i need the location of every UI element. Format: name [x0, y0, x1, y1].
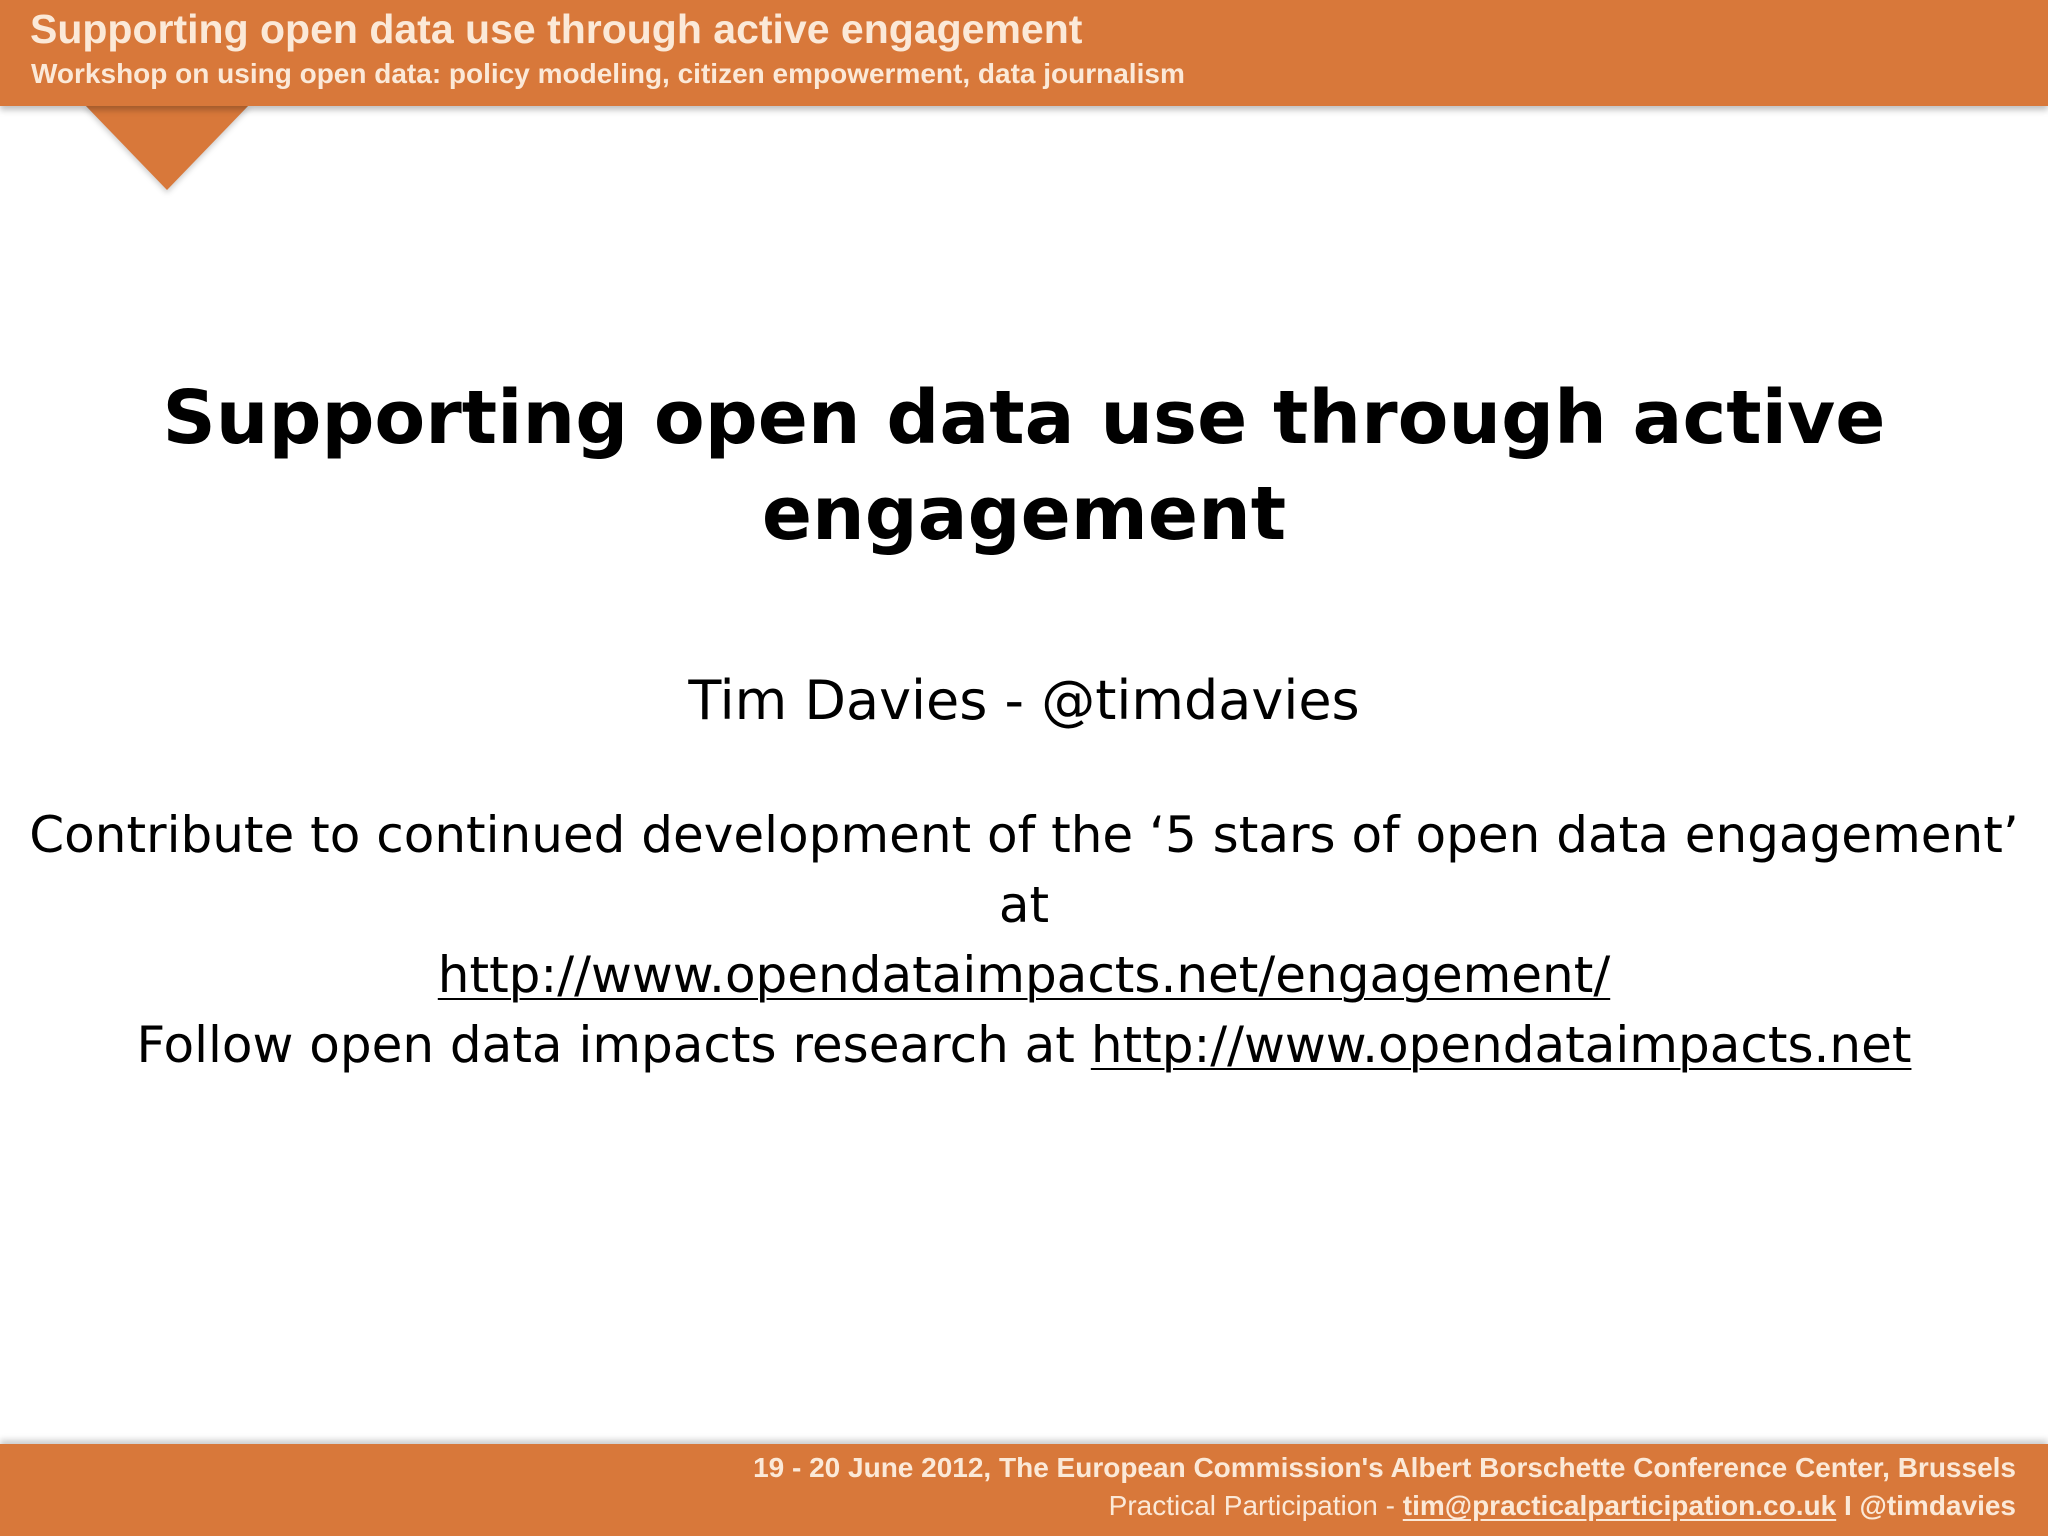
contribute-text: Contribute to continued development of the ‘5 stars of open data engagement’ at [29, 806, 2019, 934]
contribute-paragraph [20, 800, 2028, 1010]
header-bar [0, 0, 2048, 106]
footer-org: Practical Participation - [1108, 1490, 1403, 1521]
footer-handle: @timdavies [1859, 1490, 2016, 1521]
author-line: Tim Davies - @timdavies [688, 669, 1360, 732]
header-subtitle: Workshop on using open data: policy modeling, citizen empowerment, data journalism [31, 58, 1185, 89]
header-pointer-shape [84, 104, 250, 190]
footer-event: 19 - 20 June 2012, The European Commission's Albert Borschette Conference Center, Brussels [753, 1452, 2016, 1483]
footer-email-link[interactable]: tim@practicalparticipation.co.uk [1402, 1490, 1837, 1521]
slide-title: Supporting open data use through active engagement [162, 375, 1886, 557]
footer-contact [1109, 1490, 2016, 1522]
footer-separator: I [1836, 1490, 1860, 1521]
engagement-link[interactable]: http://www.opendataimpacts.net/engagement/ [437, 946, 1611, 1004]
follow-paragraph [0, 1010, 2048, 1080]
header-title: Supporting open data use through active engagement [30, 6, 1083, 52]
follow-text: Follow open data impacts research at [136, 1016, 1091, 1074]
opendataimpacts-link[interactable]: http://www.opendataimpacts.net [1090, 1016, 1912, 1074]
